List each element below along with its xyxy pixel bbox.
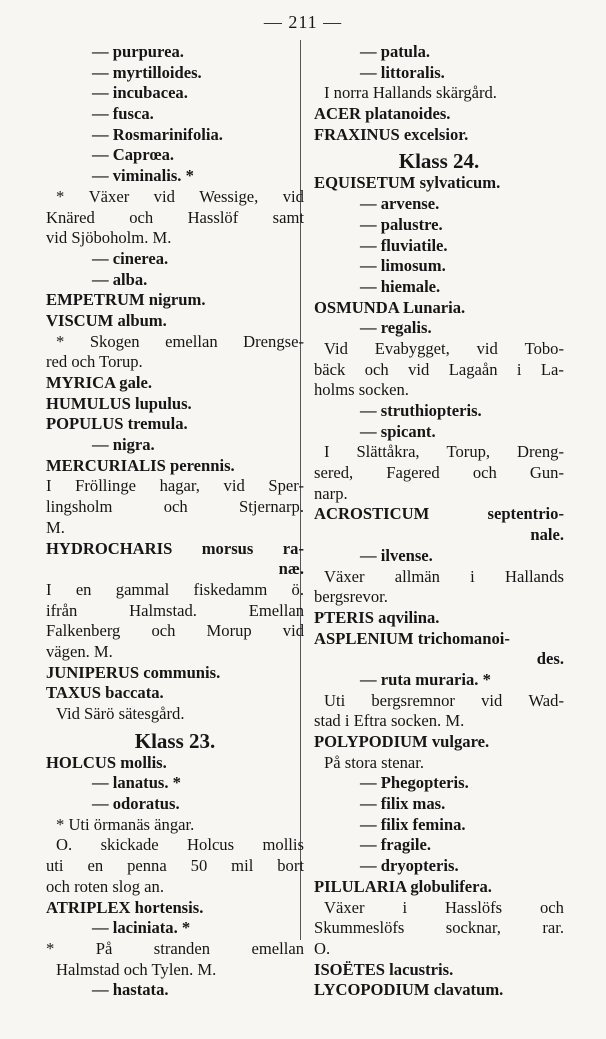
word: allmän <box>394 566 440 586</box>
word: ifrån <box>46 600 78 620</box>
locality-note <box>314 691 564 712</box>
word: Stjernarp. <box>239 497 304 517</box>
locality-note: Halmstad och Tylen. M. <box>56 959 217 979</box>
locality-note <box>46 497 304 518</box>
word: fiskedamm <box>193 579 268 599</box>
locality-note <box>46 835 304 856</box>
locality-note: * Uti örmanäs ängar. <box>56 814 195 834</box>
word: Hasslöf <box>187 207 239 227</box>
genus-entry: FRAXINUS excelsior. <box>314 124 469 144</box>
locality-note <box>314 442 564 463</box>
locality-note <box>314 360 564 381</box>
word: bäck <box>314 359 346 379</box>
word: vid <box>282 186 304 206</box>
genus-entry: PILULARIA globulifera. <box>314 876 492 896</box>
left-column <box>46 42 304 1001</box>
continuation-text: nale. <box>530 525 564 545</box>
locality-note <box>46 580 304 601</box>
genus-entry: OSMUNDA Lunaria. <box>314 297 466 317</box>
genus-entry: EQUISETUM sylvaticum. <box>314 173 501 193</box>
word: rar. <box>542 918 564 938</box>
word: i <box>402 897 408 917</box>
word: socknar, <box>445 918 501 938</box>
word: och <box>540 897 564 917</box>
species-entry: — nigra. <box>92 435 155 455</box>
locality-note: vid Sjöboholm. M. <box>46 228 172 248</box>
word: samt <box>272 207 304 227</box>
word: Wessige, <box>199 186 259 206</box>
word: septentrio- <box>487 504 564 524</box>
locality-note <box>46 476 304 497</box>
word: * <box>56 186 65 206</box>
word: Wad- <box>528 690 564 710</box>
word: vid <box>481 690 503 710</box>
species-entry: — spicant. <box>360 421 436 441</box>
species-entry: — fluviatile. <box>360 235 448 255</box>
word: Sper- <box>268 476 304 496</box>
word: * <box>56 331 65 351</box>
word: Slättåkra, <box>356 442 420 462</box>
species-entry: — Caprœa. <box>92 145 175 165</box>
word: en <box>87 856 104 876</box>
locality-note: M. <box>46 517 65 537</box>
word: vid <box>153 186 175 206</box>
word: mollis <box>262 835 304 855</box>
word: ra- <box>282 538 304 558</box>
right-column <box>314 42 564 1001</box>
species-entry: — limosum. <box>360 256 446 276</box>
locality-note <box>314 918 564 939</box>
word: Halmstad. <box>129 600 197 620</box>
word: och <box>163 497 188 517</box>
species-entry: — Phegopteris. <box>360 773 469 793</box>
genus-entry: ASPLENIUM trichomanoi- <box>314 628 510 648</box>
word: emellan <box>165 331 218 351</box>
species-entry: — purpurea. <box>92 42 184 61</box>
word: Uti <box>324 690 346 710</box>
locality-note: bergsrevor. <box>314 587 388 607</box>
word: Holcus <box>187 835 235 855</box>
word: bergsremnor <box>371 690 455 710</box>
word: emellan <box>251 938 304 958</box>
word: vid <box>282 621 304 641</box>
word: vid <box>476 338 498 358</box>
species-entry: — ilvense. <box>360 545 433 565</box>
word: Torup, <box>446 442 491 462</box>
species-entry: — hastata. <box>92 980 169 1000</box>
locality-note <box>314 898 564 919</box>
locality-note: stad i Eftra socken. M. <box>314 711 465 731</box>
word: Hasslöfs <box>444 897 503 917</box>
word: gammal <box>115 579 170 599</box>
word: Dreng- <box>516 442 564 462</box>
locality-note <box>46 332 304 353</box>
genus-entry: EMPETRUM nigrum. <box>46 290 206 310</box>
locality-note <box>314 567 564 588</box>
word: och <box>151 621 176 641</box>
word: 50 <box>190 856 208 876</box>
word: Växer <box>324 566 365 586</box>
species-entry: — struthiopteris. <box>360 401 482 420</box>
locality-note: red och Torup. <box>46 352 143 372</box>
species-entry: — palustre. <box>360 214 443 234</box>
species-entry: — hiemale. <box>360 276 441 296</box>
locality-note: narp. <box>314 483 348 503</box>
species-entry: — viminalis. * <box>92 166 194 186</box>
word: en <box>75 579 92 599</box>
species-entry: — regalis. <box>360 318 432 338</box>
word: morsus <box>201 538 254 558</box>
continuation-text: des. <box>536 649 564 669</box>
word: HYDROCHARIS <box>46 538 173 558</box>
word: uti <box>46 856 64 876</box>
species-entry: — laciniata. * <box>92 918 191 938</box>
species-entry: — myrtilloides. <box>92 62 202 82</box>
word: stranden <box>153 938 211 958</box>
locality-note: Vid Särö sätesgård. <box>56 704 185 723</box>
genus-entry: HOLCUS mollis. <box>46 752 167 772</box>
genus-entry: JUNIPERUS communis. <box>46 662 221 682</box>
word: och <box>129 207 154 227</box>
genus-entry: TAXUS baccata. <box>46 683 164 703</box>
species-entry: — arvense. <box>360 194 440 214</box>
genus-entry: POLYPODIUM vulgare. <box>314 732 490 751</box>
genus-entry: ACER platanoides. <box>314 104 451 124</box>
species-entry: — cinerea. <box>92 248 169 268</box>
species-entry: — fragile. <box>360 835 431 855</box>
species-entry: — lanatus. * <box>92 773 181 793</box>
word: skickade <box>100 835 159 855</box>
word: hagar, <box>159 476 200 496</box>
word: Skummeslöfs <box>314 918 405 938</box>
genus-entry: LYCOPODIUM clavatum. <box>314 980 504 1000</box>
species-entry: — odoratus. <box>92 794 180 814</box>
word: Fagered <box>386 463 440 483</box>
word: * <box>46 938 55 958</box>
locality-note <box>46 856 304 877</box>
word: Fröllinge <box>75 476 136 496</box>
genus-entry: MYRICA gale. <box>46 373 153 392</box>
continuation-text: næ. <box>278 559 304 579</box>
word: Vid <box>324 338 348 358</box>
genus-entry <box>314 504 564 525</box>
locality-note <box>46 187 304 208</box>
class-heading: Klass 23. <box>134 728 216 753</box>
word: penna <box>127 856 167 876</box>
locality-note: holms socken. <box>314 380 409 400</box>
word: i <box>516 359 522 379</box>
species-entry: — littoralis. <box>360 62 445 82</box>
species-entry: — alba. <box>92 269 148 289</box>
word: Lagaån <box>448 359 498 379</box>
word: På <box>95 938 113 958</box>
word: sered, <box>314 463 354 483</box>
word: Drengse- <box>243 331 304 351</box>
genus-entry: HUMULUS lupulus. <box>46 393 192 413</box>
word: Växer <box>324 897 365 917</box>
species-entry: — filix femina. <box>360 814 466 834</box>
species-entry: — ruta muraria. * <box>360 669 491 689</box>
word: Växer <box>88 186 130 206</box>
word: La- <box>540 359 564 379</box>
genus-entry: PTERIS aqvilina. <box>314 607 440 627</box>
word: Hallands <box>504 566 564 586</box>
word: bort <box>277 856 304 876</box>
species-entry: — fusca. <box>92 104 154 124</box>
word: Gun- <box>529 463 564 483</box>
word: vid <box>408 359 430 379</box>
locality-note: På stora stenar. <box>324 752 424 772</box>
word: I <box>324 442 330 462</box>
locality-note <box>46 939 304 960</box>
locality-note <box>46 621 304 642</box>
species-entry: — incubacea. <box>92 83 188 103</box>
word: Falkenberg <box>46 621 121 641</box>
genus-entry: MERCURIALIS perennis. <box>46 455 235 475</box>
genus-entry: POPULUS tremula. <box>46 414 188 434</box>
page-number: — 211 — <box>263 12 343 32</box>
genus-entry <box>46 539 304 560</box>
locality-note: O. <box>314 938 331 958</box>
word: lingsholm <box>46 497 113 517</box>
word: Skogen <box>89 331 140 351</box>
species-entry: — patula. <box>360 42 431 61</box>
locality-note: vägen. M. <box>46 641 113 661</box>
species-entry: — dryopteris. <box>360 856 459 876</box>
species-entry: — Rosmarinifolia. <box>92 124 223 144</box>
word: ö. <box>291 579 304 599</box>
word: I <box>46 579 52 599</box>
word: i <box>470 566 475 586</box>
word: Knäred <box>46 207 95 227</box>
species-entry: — filix mas. <box>360 794 446 814</box>
word: och <box>472 463 497 483</box>
word: I <box>46 476 52 496</box>
word: Evabygget, <box>374 338 450 358</box>
word: Emellan <box>248 600 304 620</box>
genus-entry: ISOËTES lacustris. <box>314 959 454 979</box>
word: Tobo- <box>524 338 564 358</box>
word: mil <box>231 856 254 876</box>
locality-note <box>314 339 564 360</box>
locality-note: och roten slog an. <box>46 876 164 896</box>
word: Morup <box>206 621 252 641</box>
class-heading: Klass 24. <box>398 149 480 174</box>
word: vid <box>223 476 245 496</box>
word: ACROSTICUM <box>314 504 430 524</box>
genus-entry: VISCUM album. <box>46 310 167 330</box>
word: O. <box>56 835 73 855</box>
locality-note <box>46 208 304 229</box>
locality-note: I norra Hallands skärgård. <box>324 83 497 103</box>
locality-note <box>46 601 304 622</box>
word: och <box>364 359 389 379</box>
locality-note <box>314 463 564 484</box>
genus-entry: ATRIPLEX hortensis. <box>46 897 204 917</box>
